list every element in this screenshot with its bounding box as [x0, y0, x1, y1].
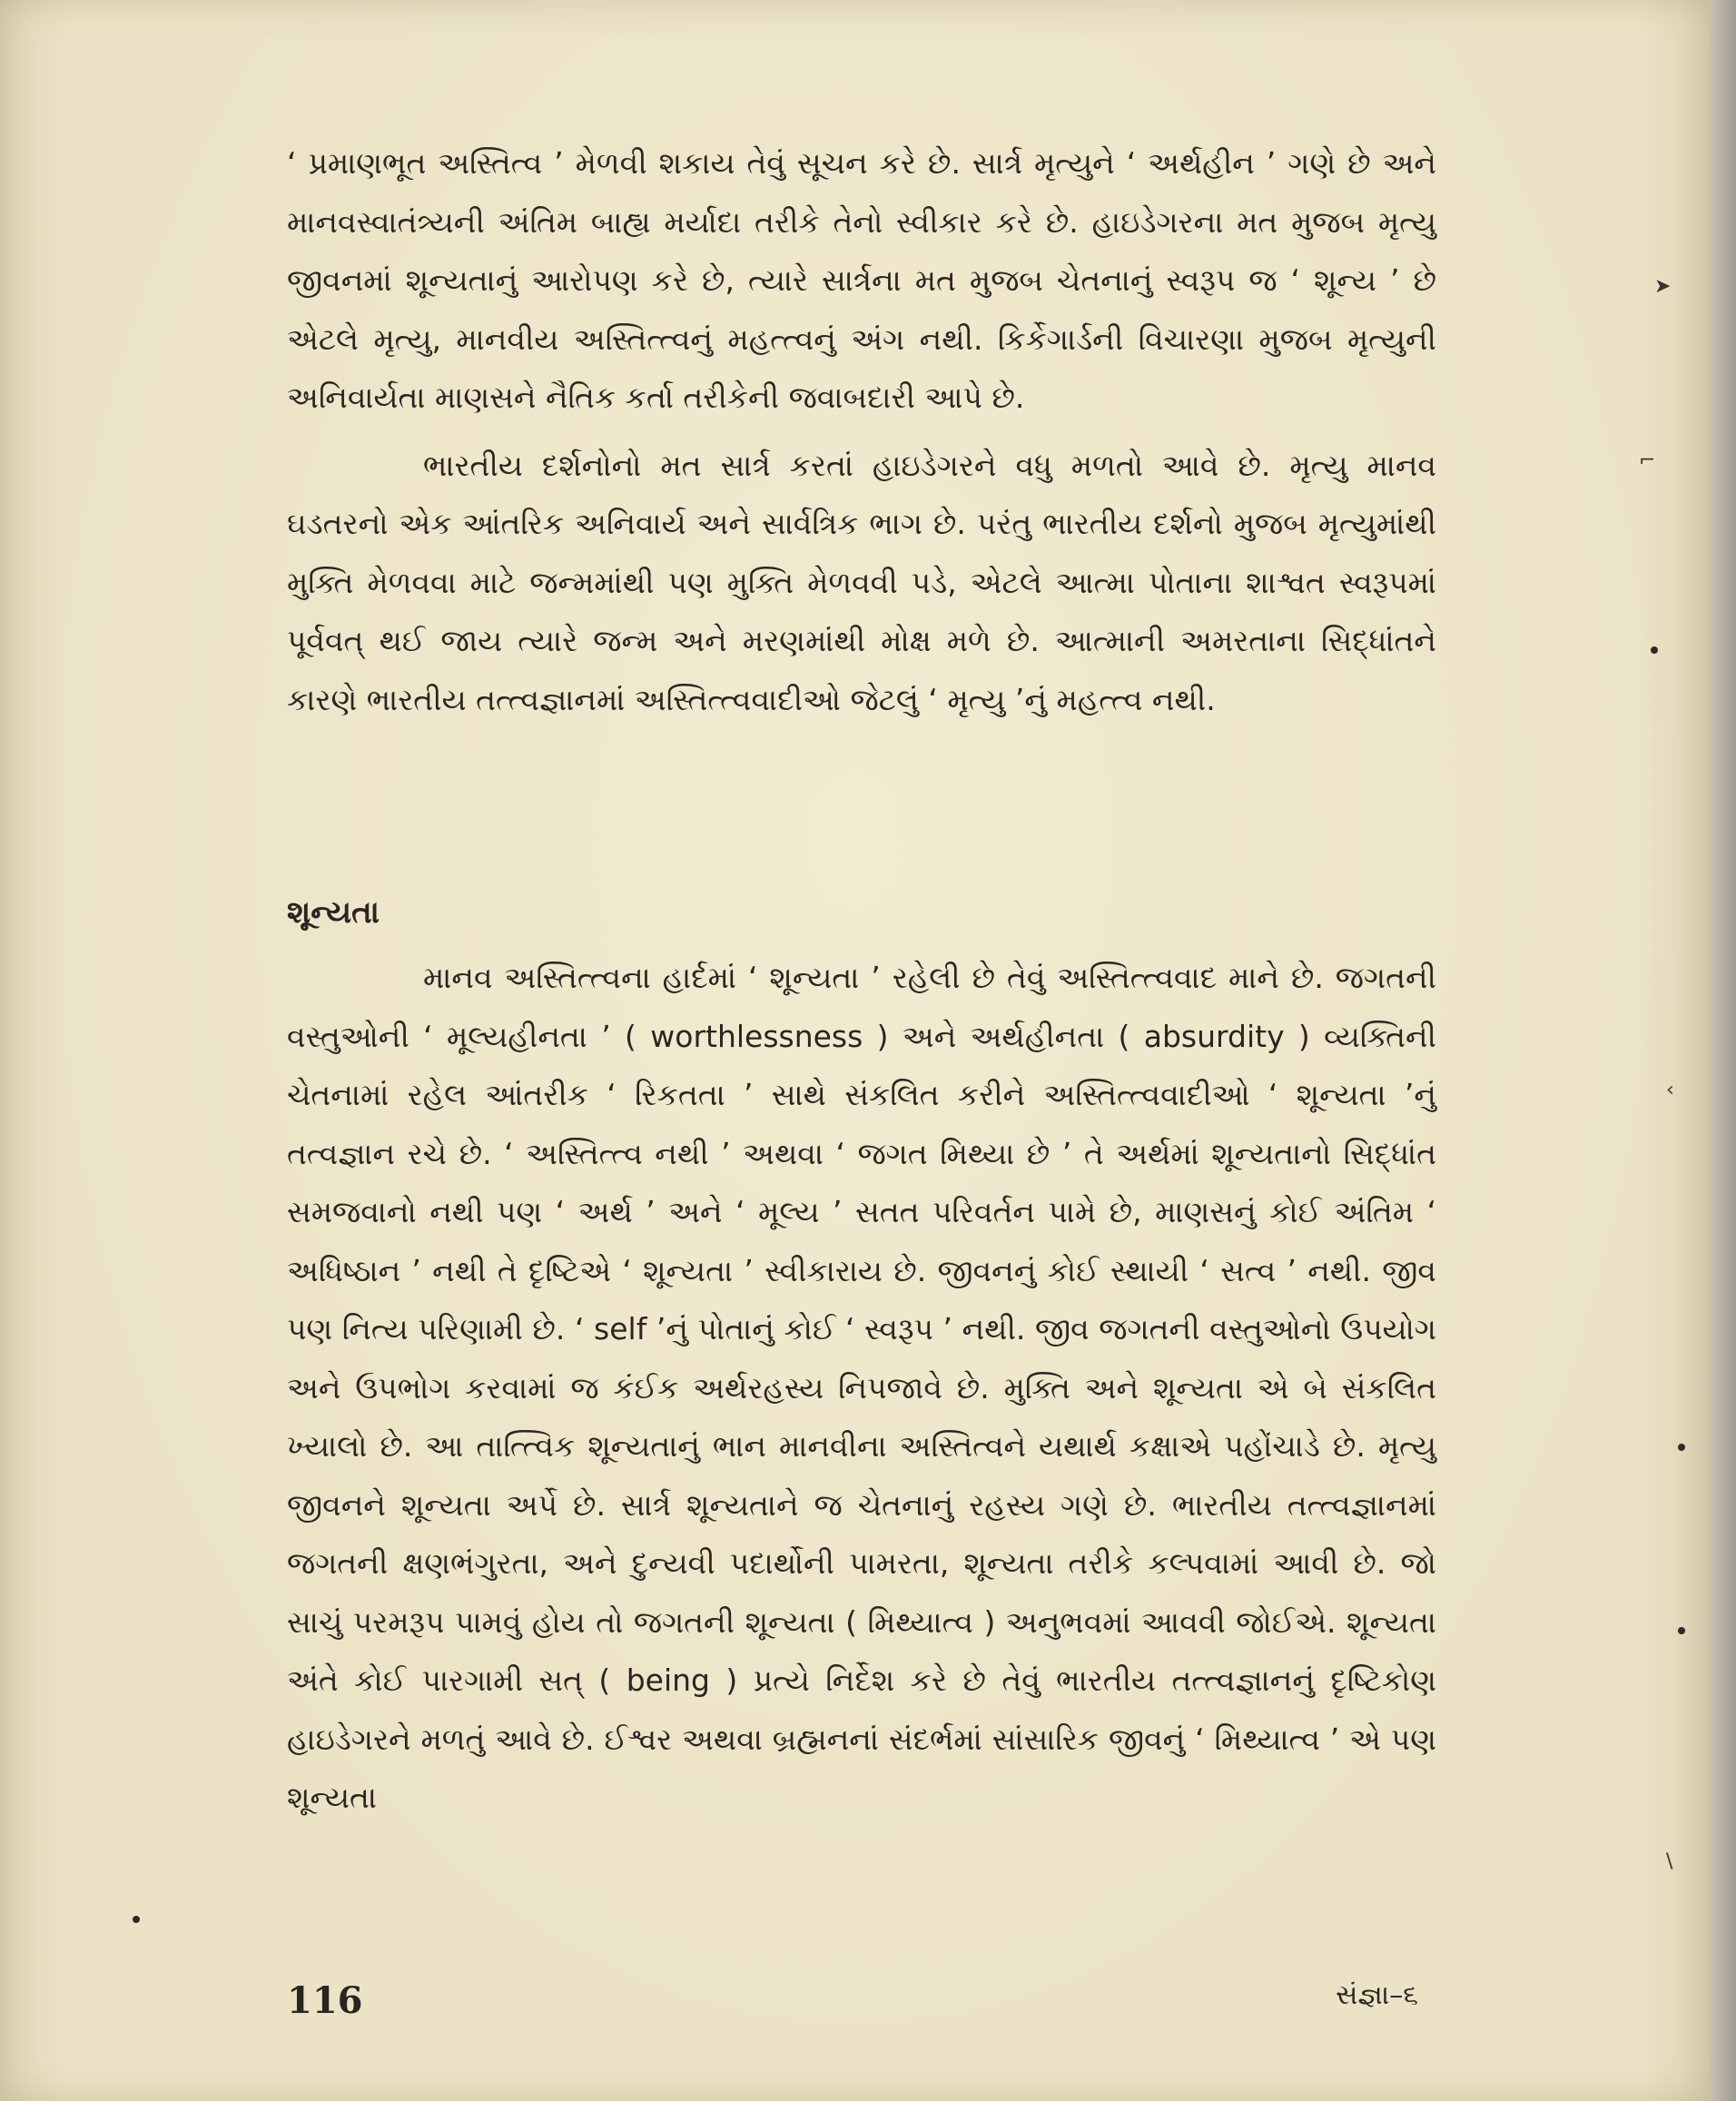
- margin-dot: [1678, 1444, 1685, 1451]
- page-edge: [1709, 0, 1736, 2101]
- margin-dot: [133, 1916, 140, 1923]
- margin-dot: [1678, 1627, 1685, 1634]
- margin-mark: ‹: [1666, 1079, 1674, 1101]
- text-block-top: [287, 134, 1436, 729]
- margin-mark: ⌐: [1639, 449, 1656, 472]
- section-heading: શૂન્યતા: [287, 894, 380, 931]
- margin-dot: [1651, 646, 1658, 654]
- paragraph-1: ‘ પ્રમાણભૂત અસ્તિત્વ ’ મેળવી શકાય તેવું સૂચન કરે છે. સાર્ત્ર મૃત્યુને ‘ અર્થહીન ’ ગણે છે અને માનવસ્વાતંત્ર્યની અંતિમ બાહ્ય મર્યાદા તરીકે તેનો સ્વીકાર કરે છે. હાઇડેગરના મત મુજબ મૃત્યુ જીવનમાં શૂન્યતાનું આરોપણ કરે છે, ત્યારે સાર્ત્રના મત મુજબ ચેતનાનું સ્વરૂપ જ ‘ શૂન્ય ’ છે એટલે મૃત્યુ, માનવીય અસ્તિત્ત્વનું મહત્ત્વનું અંગ નથી. કિર્કેગાર્ડની વિચારણા મુજબ મૃત્યુની અનિવાર્યતા માણસને નૈતિક કર્તા તરીકેની જવાબદારી આપે છે.: [287, 145, 1436, 415]
- margin-mark: \: [1666, 1850, 1673, 1873]
- paragraph-2: ભારતીય દર્શનોનો મત સાર્ત્ર કરતાં હાઇડેગરને વધુ મળતો આવે છે. મૃત્યુ માનવ ઘડતરનો એક આંતરિક અનિવાર્ય અને સાર્વત્રિક ભાગ છે. પરંતુ ભારતીય દર્શનો મુજબ મૃત્યુમાંથી મુક્તિ મેળવવા માટે જન્મમાંથી પણ મુક્તિ મેળવવી પડે, એટલે આત્મા પોતાના શાશ્વત સ્વરૂપમાં પૂર્વવત્ થઈ જાય ત્યારે જન્મ અને મરણમાંથી મોક્ષ મળે છે. આત્માની અમરતાના સિદ્ધાંતને કારણે ભારતીય તત્ત્વજ્ઞાનમાં અસ્તિત્ત્વવાદીઓ જેટલું ‘ મૃત્યુ ’નું મહત્ત્વ નથી.: [287, 447, 1436, 717]
- text-block-bottom: [287, 949, 1436, 1828]
- paragraph-3: માનવ અસ્તિત્ત્વના હાર્દમાં ‘ શૂન્યતા ’ રહેલી છે તેવું અસ્તિત્ત્વવાદ માને છે. જગતની વસ્તુઓની ‘ મૂલ્યહીનતા ’ ( worthlessness ) અને અર્થહીનતા ( absurdity ) વ્યક્તિની ચેતનામાં રહેલ આંતરીક ‘ રિકતતા ’ સાથે સંકલિત કરીને અસ્તિત્ત્વવાદીઓ ‘ શૂન્યતા ’નું તત્વજ્ઞાન રચે છે. ‘ અસ્તિત્ત્વ નથી ’ અથવા ‘ જગત મિથ્યા છે ’ તે અર્થમાં શૂન્યતાનો સિદ્ધાંત સમજવાનો નથી પણ ‘ અર્થ ’ અને ‘ મૂલ્ય ’ સતત પરિવર્તન પામે છે, માણસનું કોઈ અંતિમ ‘ અધિષ્ઠાન ’ નથી તે દૃષ્ટિએ ‘ શૂન્યતા ’ સ્વીકારાય છે. જીવનનું કોઈ સ્થાયી ‘ સત્વ ’ નથી. જીવ પણ નિત્ય પરિણામી છે. ‘ self ’નું પોતાનું કોઈ ‘ સ્વરૂપ ’ નથી. જીવ જગતની વસ્તુઓનો ઉપયોગ અને ઉપભોગ કરવામાં જ કંઈક અર્થરહસ્ય નિપજાવે છે. મુક્તિ અને શૂન્યતા એ બે સંકલિત ખ્યાલો છે. આ તાત્ત્વિક શૂન્યતાનું ભાન માનવીના અસ્તિત્વને યથાર્થ કક્ષાએ પહોંચાડે છે. મૃત્યુ જીવનને શૂન્યતા અર્પે છે. સાર્ત્ર શૂન્યતાને જ ચેતનાનું રહસ્ય ગણે છે. ભારતીય તત્ત્વજ્ઞાનમાં જગતની ક્ષણભંગુરતા, અને દુન્યવી પદાર્થોની પામરતા, શૂન્યતા તરીકે કલ્પવામાં આવી છે. જો સાચું પરમરૂપ પામવું હોય તો જગતની શૂન્યતા ( મિથ્યાત્વ ) અનુભવમાં આવવી જોઈએ. શૂન્યતા અંતે કોઈ પારગામી સત્ ( being ) પ્રત્યે નિર્દેશ કરે છે તેવું ભારતીય તત્ત્વજ્ઞાનનું દૃષ્ટિકોણ હાઇડેગરને મળતું આવે છે. ઈશ્વર અથવા બ્રહ્મનનાં સંદર્ભમાં સાંસારિક જીવનું ‘ મિથ્યાત્વ ’ એ પણ શૂન્યતા: [287, 960, 1436, 1815]
- journal-reference: સંજ્ઞા–૬: [1336, 1979, 1418, 2011]
- margin-mark: ➤: [1654, 275, 1672, 298]
- page-number: 116: [287, 1979, 363, 2022]
